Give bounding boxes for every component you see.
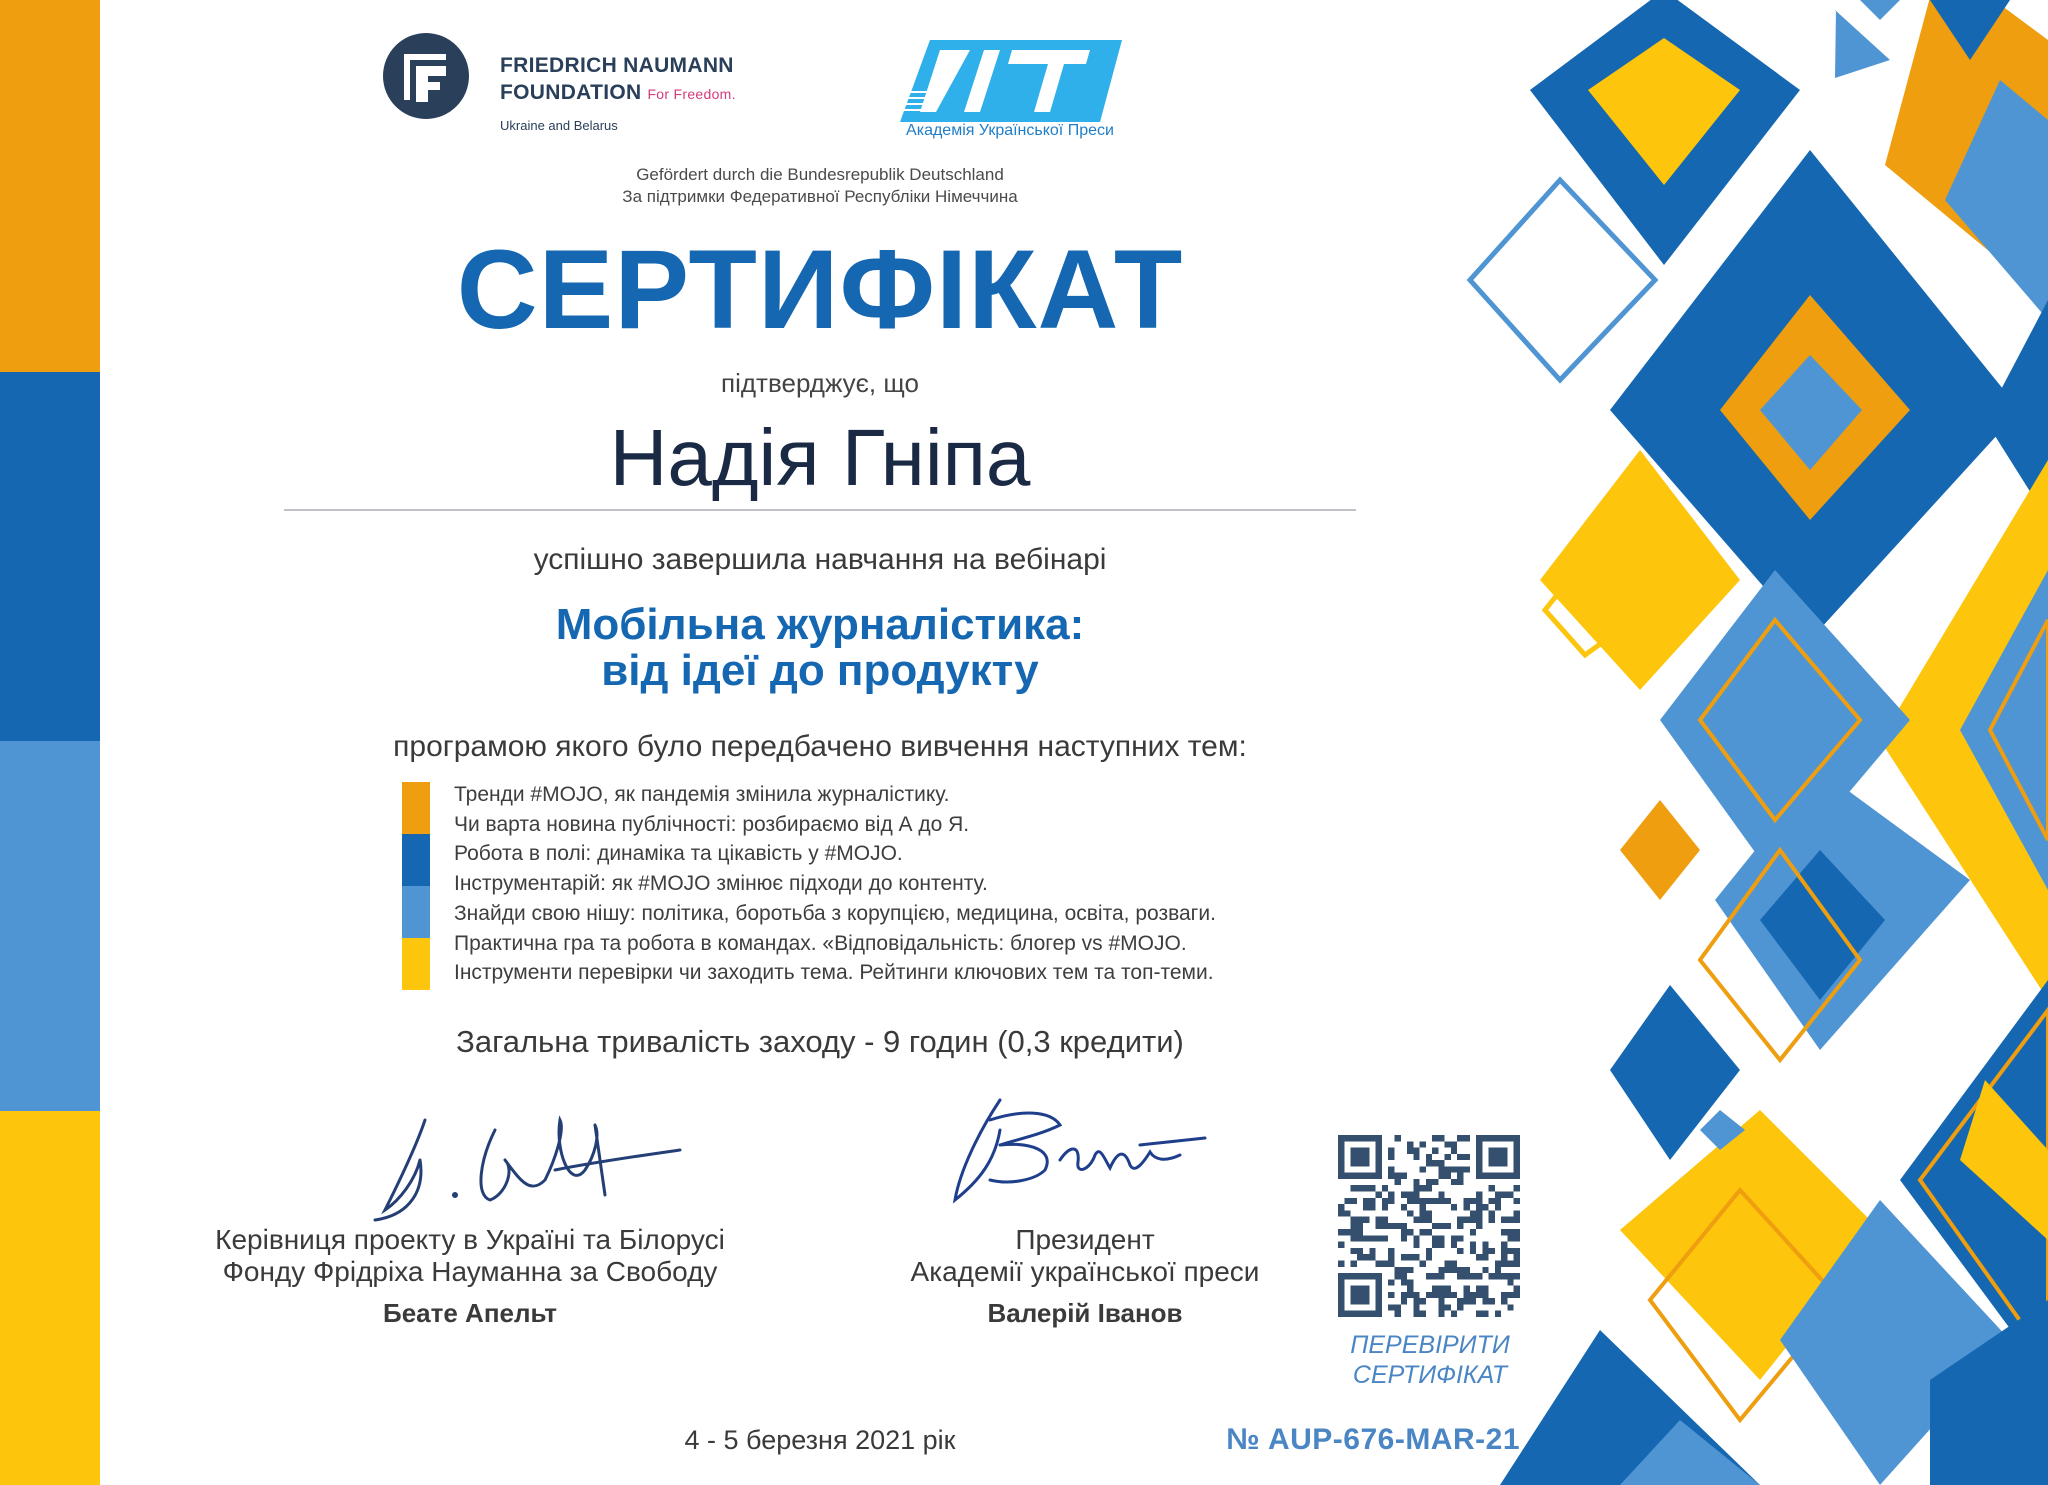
qr-code-icon[interactable] [1338,1135,1520,1317]
topics-color-bar [402,782,430,990]
aup-name: Академія Української Преси [906,122,1114,139]
fnf-name [500,52,736,108]
fnf-name-line1: FRIEDRICH NAUMANN [500,54,734,77]
fnf-tagline: For Freedom. [647,86,736,102]
topics-bar-yellow [402,938,430,990]
topic-item: Практична гра та робота в командах. «Відповідальність: блогер vs #MOJO. [454,931,1187,955]
event-date: 4 - 5 березня 2021 рік [684,1425,956,1455]
fnf-f-icon [380,30,472,122]
signer-1-role-line1: Керівниця проекту в Україні та Білорусі [215,1224,725,1255]
confirms-text: підтверджує, що [721,368,919,398]
stripe-orange [0,0,100,372]
signer-1-role-line2: Фонду Фрідріха Науманна за Свободу [222,1256,718,1287]
verify-line1: ПЕРЕВІРИТИ [1350,1331,1510,1359]
stripe-yellow [0,1111,100,1485]
left-color-stripes [0,0,100,1485]
certificate-number: № AUP-676-MAR-21 [1226,1423,1520,1456]
topic-item: Інструменти перевірки чи заходить тема. Рейтинги ключових тем та топ-теми. [454,961,1214,985]
completed-text: успішно завершила навчання на вебінарі [533,543,1107,576]
signer-2-name: Валерій Іванов [987,1298,1183,1328]
course-title [380,602,1260,694]
duration-text: Загальна тривалість заходу - 9 годин (0,3 кредити) [456,1024,1184,1059]
topics-bar-light-blue [402,886,430,938]
stripe-light-blue [0,741,100,1111]
signer-1-name: Беате Апельт [383,1298,557,1328]
topic-item: Знайди свою нішу: політика, боротьба з корупцією, медицина, освіта, розваги. [454,901,1216,925]
topics-list [454,780,1354,988]
signer-1-role [170,1224,770,1288]
program-intro: програмою якого було передбачено вивчення наступних тем: [393,730,1247,763]
verify-certificate-link[interactable] [1310,1330,1550,1390]
stripe-dark-blue [0,372,100,741]
topics-bar-orange [402,782,430,834]
topic-item: Робота в полі: динаміка та цікавість у #MOJO. [454,842,903,866]
course-title-line1: Мобільна журналістика: [555,600,1085,649]
name-underline [284,509,1356,511]
signer-2-role [830,1224,1340,1288]
topics-bar-dark-blue [402,834,430,886]
funding-de: Gefördert durch die Bundesrepublik Deutschland [636,165,1004,184]
diamond-shapes [1470,0,2048,1485]
fnf-region: Ukraine and Belarus [500,118,618,133]
decorative-diamond-pattern [1440,0,2048,1485]
topic-item: Інструментарій: як #MOJO змінює підходи до контенту. [454,872,988,896]
certificate-title: СЕРТИФІКАТ [456,227,1184,352]
signature-2-icon [940,1090,1210,1210]
funding-uk: За підтримки Федеративної Республіки Німеччина [622,187,1018,206]
fnf-name-line2-text: FOUNDATION [500,81,642,104]
topic-item: Чи варта новина публічності: розбираємо від А до Я. [454,812,970,836]
aup-logo-icon [900,40,1122,122]
fnf-name-line2 [500,79,736,108]
course-title-line2: від ідеї до продукту [601,646,1039,695]
signer-2-role-line1: Президент [1015,1224,1155,1255]
funding-notice [480,164,1160,208]
recipient-name: Надія Гніпа [609,413,1031,502]
topic-item: Тренди #MOJO, як пандемія змінила журналістику. [454,783,950,806]
signature-1-icon [355,1100,685,1230]
signer-2-role-line2: Академії української преси [910,1256,1260,1287]
verify-line2: СЕРТИФІКАТ [1352,1361,1508,1389]
